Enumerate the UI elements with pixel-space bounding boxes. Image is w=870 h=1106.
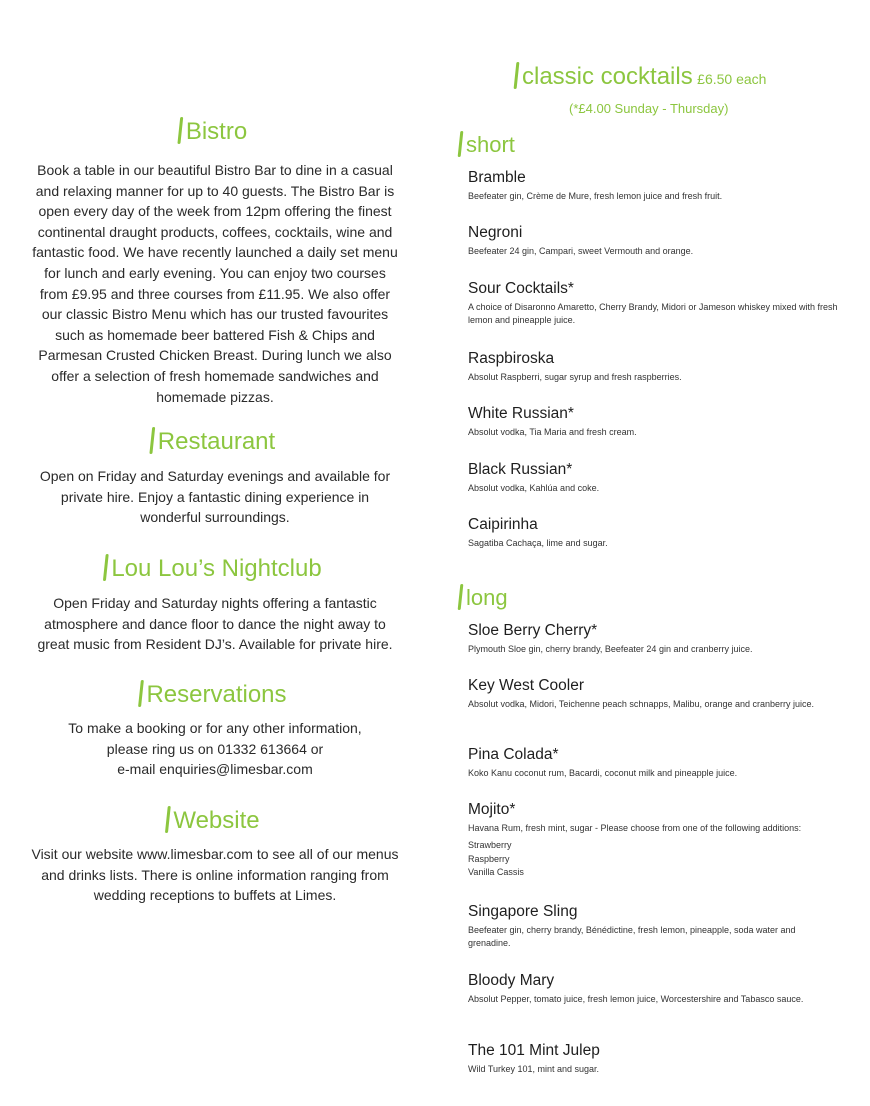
drink-item (468, 1042, 838, 1076)
accent-bar (103, 554, 109, 581)
drink-desc: Absolut vodka, Kahlúa and coke. (468, 483, 600, 493)
addition-item: Raspberry (468, 853, 510, 864)
drink-desc: Sagatiba Cachaça, lime and sugar. (468, 538, 608, 548)
drink-name: Caipirinha (468, 516, 538, 533)
accent-bar (138, 680, 144, 707)
drink-name: Pina Colada* (468, 746, 559, 763)
drink-item (468, 972, 838, 1006)
restaurant-text: Open on Friday and Saturday evenings and available for private hire. Enjoy a fantastic dining experience in wonderful surroundings. (39, 468, 391, 526)
drink-desc: Beefeater 24 gin, Campari, sweet Vermouth and orange. (468, 246, 694, 256)
bistro-text: Book a table in our beautiful Bistro Bar to dine in a casual and relaxing manner for up to 40 guests. The Bistro Bar is open every day of the week from 12pm offering the finest continental draught products, coffees, cocktails, wine and fantastic food. We have recently launched a daily set menu for lunch and early evening. You can enjoy two courses from £9.95 and three courses from £11.95. We also offer our classic Bistro Menu which has our trusted favourites such as homemade beer battered Fish & Chips and Parmesan Crusted Chicken Breast. During lunch we also offer a selection of fresh homemade sandwiches and homemade pizzas. (32, 162, 398, 405)
addition-item: Strawberry (468, 840, 512, 850)
drink-desc: Absolut Raspberri, sugar syrup and fresh raspberries. (468, 372, 682, 382)
bistro-heading: Bistro (179, 117, 247, 146)
addition-list (468, 839, 838, 880)
reservations-line: To make a booking or for any other information, (68, 720, 362, 736)
drink-name: Bloody Mary (468, 972, 555, 989)
drink-item (468, 461, 838, 495)
drink-desc: Absolut vodka, Tia Maria and fresh cream. (468, 427, 637, 437)
drink-item (468, 280, 838, 327)
drink-desc: Absolut Pepper, tomato juice, fresh lemon juice, Worcestershire and Tabasco sauce. (468, 994, 804, 1004)
reservations-email: e-mail enquiries@limesbar.com (117, 761, 313, 778)
accent-bar (149, 427, 155, 454)
drink-name: Negroni (468, 224, 523, 241)
drink-item (468, 801, 838, 880)
drink-name: Key West Cooler (468, 677, 585, 694)
drink-item (468, 516, 838, 550)
cocktail-subprice: (*£4.00 Sunday - Thursday) (569, 101, 729, 116)
accent-bar (458, 131, 464, 157)
drink-name: White Russian* (468, 405, 574, 422)
drink-name: Bramble (468, 169, 526, 186)
drink-item (468, 746, 838, 780)
drink-desc: Plymouth Sloe gin, cherry brandy, Beefeater 24 gin and cranberry juice. (468, 644, 753, 654)
addition-item: Vanilla Cassis (468, 867, 524, 877)
drink-item (468, 677, 838, 711)
drink-name: Black Russian* (468, 461, 573, 478)
drink-desc: Havana Rum, fresh mint, sugar - Please choose from one of the following additions: (468, 823, 802, 833)
drink-desc: A choice of Disaronno Amaretto, Cherry Brandy, Midori or Jameson whiskey mixed with fresh lemon and pineapple juice. (468, 302, 838, 325)
drink-item (468, 903, 838, 950)
short-heading: short (459, 131, 515, 158)
drink-desc: Absolut vodka, Midori, Teichenne peach schnapps, Malibu, orange and cranberry juice. (468, 699, 815, 709)
reservations-phone: please ring us on 01332 613664 or (106, 740, 324, 757)
drink-name: Raspbiroska (468, 350, 555, 367)
drink-desc: Koko Kanu coconut rum, Bacardi, coconut milk and pineapple juice. (468, 768, 738, 778)
drink-item (468, 224, 838, 258)
drink-desc: Beefeater gin, cherry brandy, Bénédictine, fresh lemon, pineapple, soda water and grenadine. (468, 925, 796, 948)
nightclub-text: Open Friday and Saturday nights offering a fantastic atmosphere and dance floor to dance the night away to great music from Resident DJ’s. Available for private hire. (37, 595, 393, 653)
drink-name: Sour Cocktails* (468, 280, 574, 297)
reservations-heading: Reservations (139, 680, 286, 709)
drink-name: Singapore Sling (468, 903, 578, 920)
long-heading: long (459, 584, 508, 611)
accent-bar (514, 62, 520, 89)
drink-item (468, 405, 838, 439)
drink-name: Sloe Berry Cherry* (468, 622, 598, 639)
drink-name: The 101 Mint Julep (468, 1042, 600, 1059)
accent-bar (165, 806, 171, 833)
drink-item (468, 350, 838, 384)
drink-item (468, 622, 838, 656)
drink-desc: Beefeater gin, Crème de Mure, fresh lemon juice and fresh fruit. (468, 191, 723, 201)
drink-desc: Wild Turkey 101, mint and sugar. (468, 1064, 600, 1074)
cocktails-title: classic cocktails £6.50 each (515, 62, 766, 91)
reservations-text (30, 718, 400, 780)
drink-name: Mojito* (468, 801, 516, 818)
accent-bar (177, 117, 183, 144)
nightclub-heading: Lou Lou’s Nightclub (104, 554, 321, 583)
accent-bar (458, 584, 464, 610)
cocktail-price: £6.50 each (697, 71, 767, 87)
restaurant-heading: Restaurant (151, 427, 275, 456)
website-heading: Website (166, 806, 259, 835)
website-text: Visit our website www.limesbar.com to see all of our menus and drinks lists. There is online information ranging from wedding receptions to buffets at Limes. (31, 846, 399, 904)
drink-item (468, 169, 838, 203)
